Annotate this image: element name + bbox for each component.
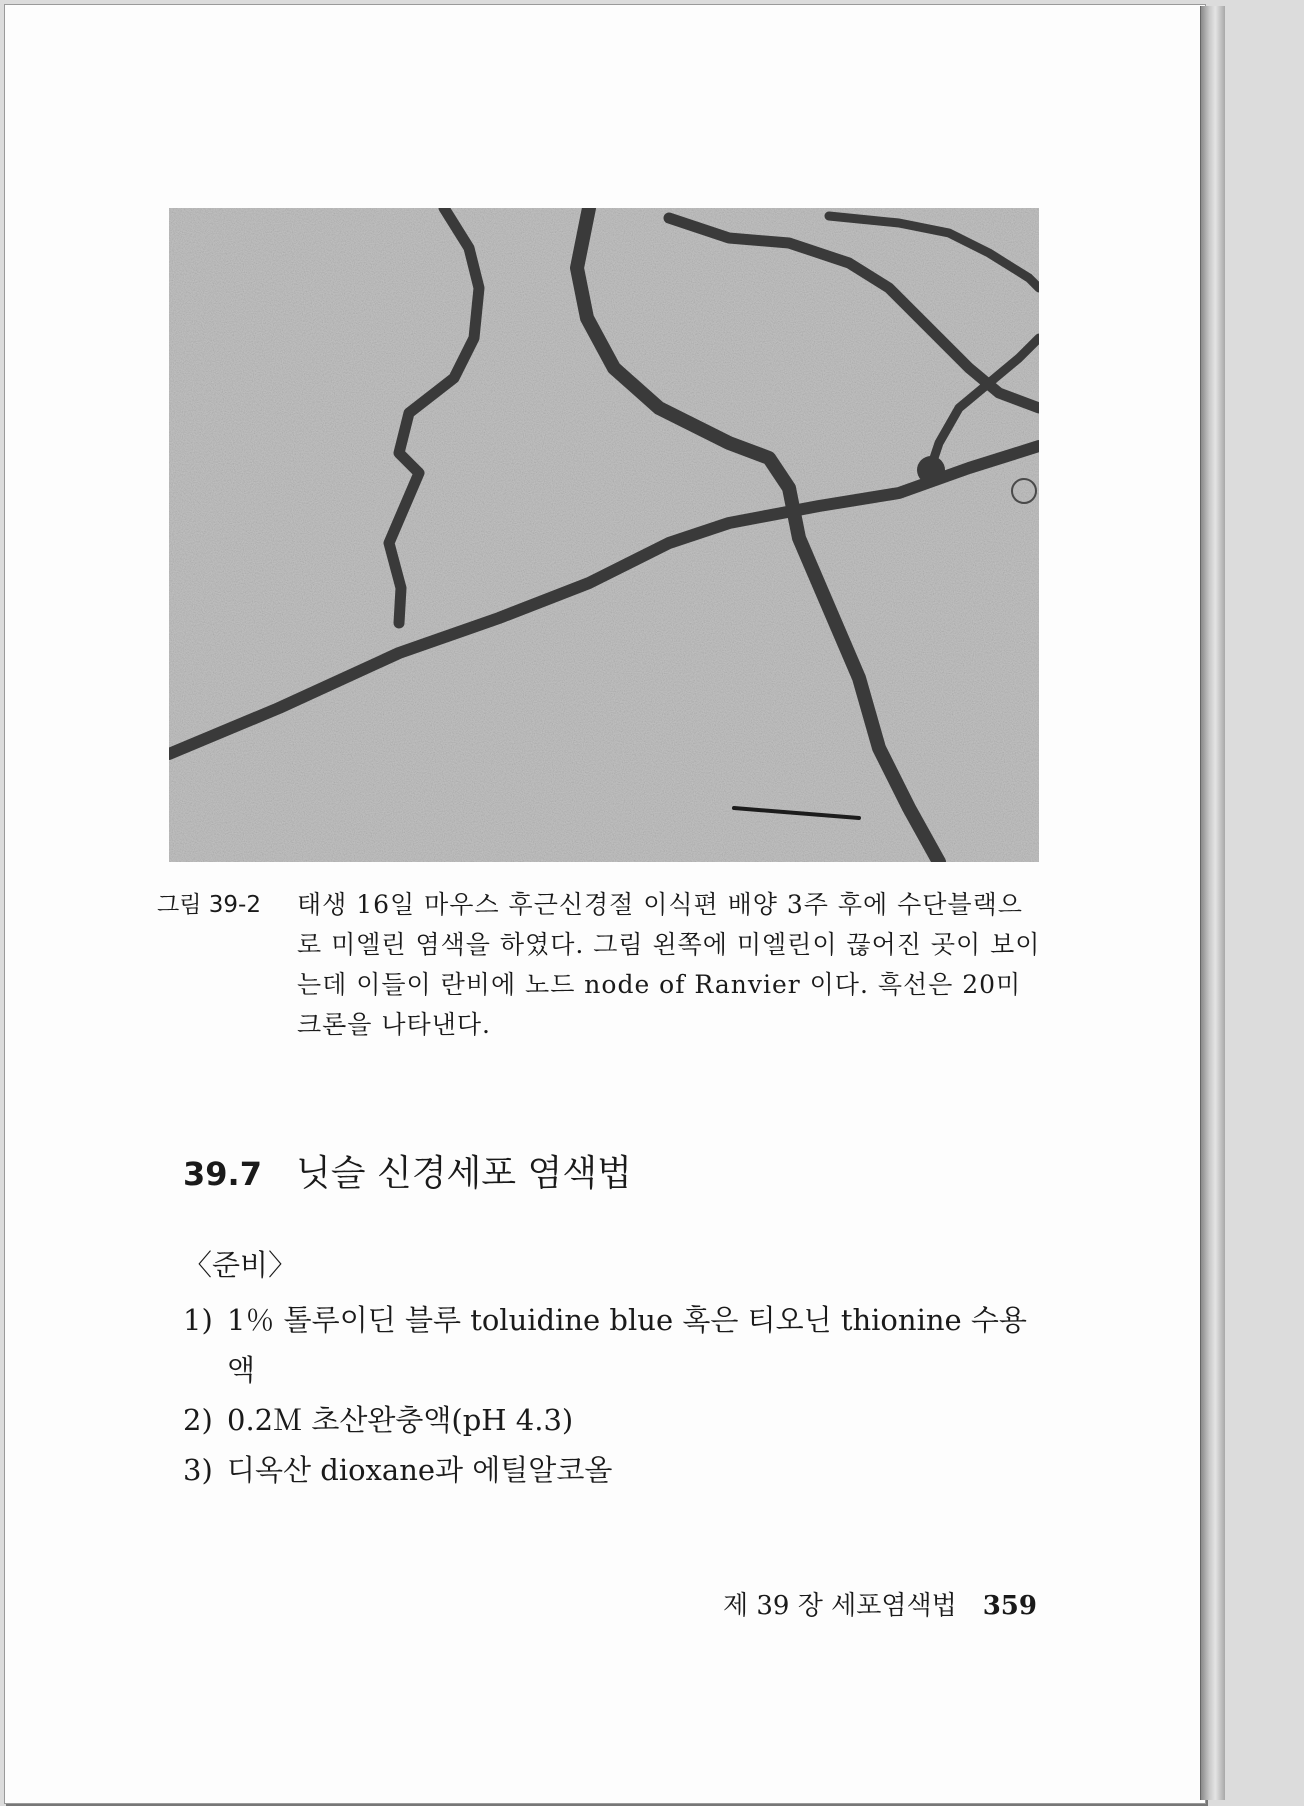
section-number: 39.7 [183, 1155, 262, 1193]
caption-label: 그림 39-2 [157, 892, 261, 918]
list-item-text: 디옥산 dioxane과 에틸알코올 [227, 1453, 613, 1487]
page-footer [723, 1585, 1037, 1622]
page-edge [1200, 6, 1225, 1800]
nerve-fiber-micrograph [169, 208, 1039, 862]
list-item-text: 0.2Ｍ 초산완충액(pH 4.3) [227, 1403, 574, 1437]
caption-text: 태생 16일 마우스 후근신경절 이식편 배양 3주 후에 수단블랙으로 미엘린 염색을 하였다. 그림 왼쪽에 미엘린이 끊어진 곳이 보이는데 이들이 란비에 노드 node of Ranvier 이다. 흑선은 20미크론을 나타낸다. [297, 890, 1041, 1039]
list-item-number: 1) [183, 1303, 213, 1337]
list-item [183, 1295, 1043, 1395]
section-title: 닛슬 신경세포 염색법 [295, 1153, 632, 1194]
section-heading [183, 1145, 632, 1196]
page-number: 359 [982, 1591, 1037, 1621]
chapter-title: 제 39 장 세포염색법 [723, 1591, 957, 1621]
micrograph-image [169, 208, 1039, 862]
list-item [183, 1395, 1043, 1445]
list-item [183, 1445, 1043, 1495]
prep-heading: 〈준비〉 [183, 1248, 298, 1282]
figure-caption [157, 885, 1042, 1045]
list-item-number: 3) [183, 1453, 213, 1487]
prep-list [183, 1295, 1043, 1495]
list-item-number: 2) [183, 1403, 213, 1437]
list-item-text: 1％ 톨루이딘 블루 toluidine blue 혹은 티오닌 thionine 수용액 [227, 1303, 1027, 1387]
book-page [4, 4, 1206, 1804]
